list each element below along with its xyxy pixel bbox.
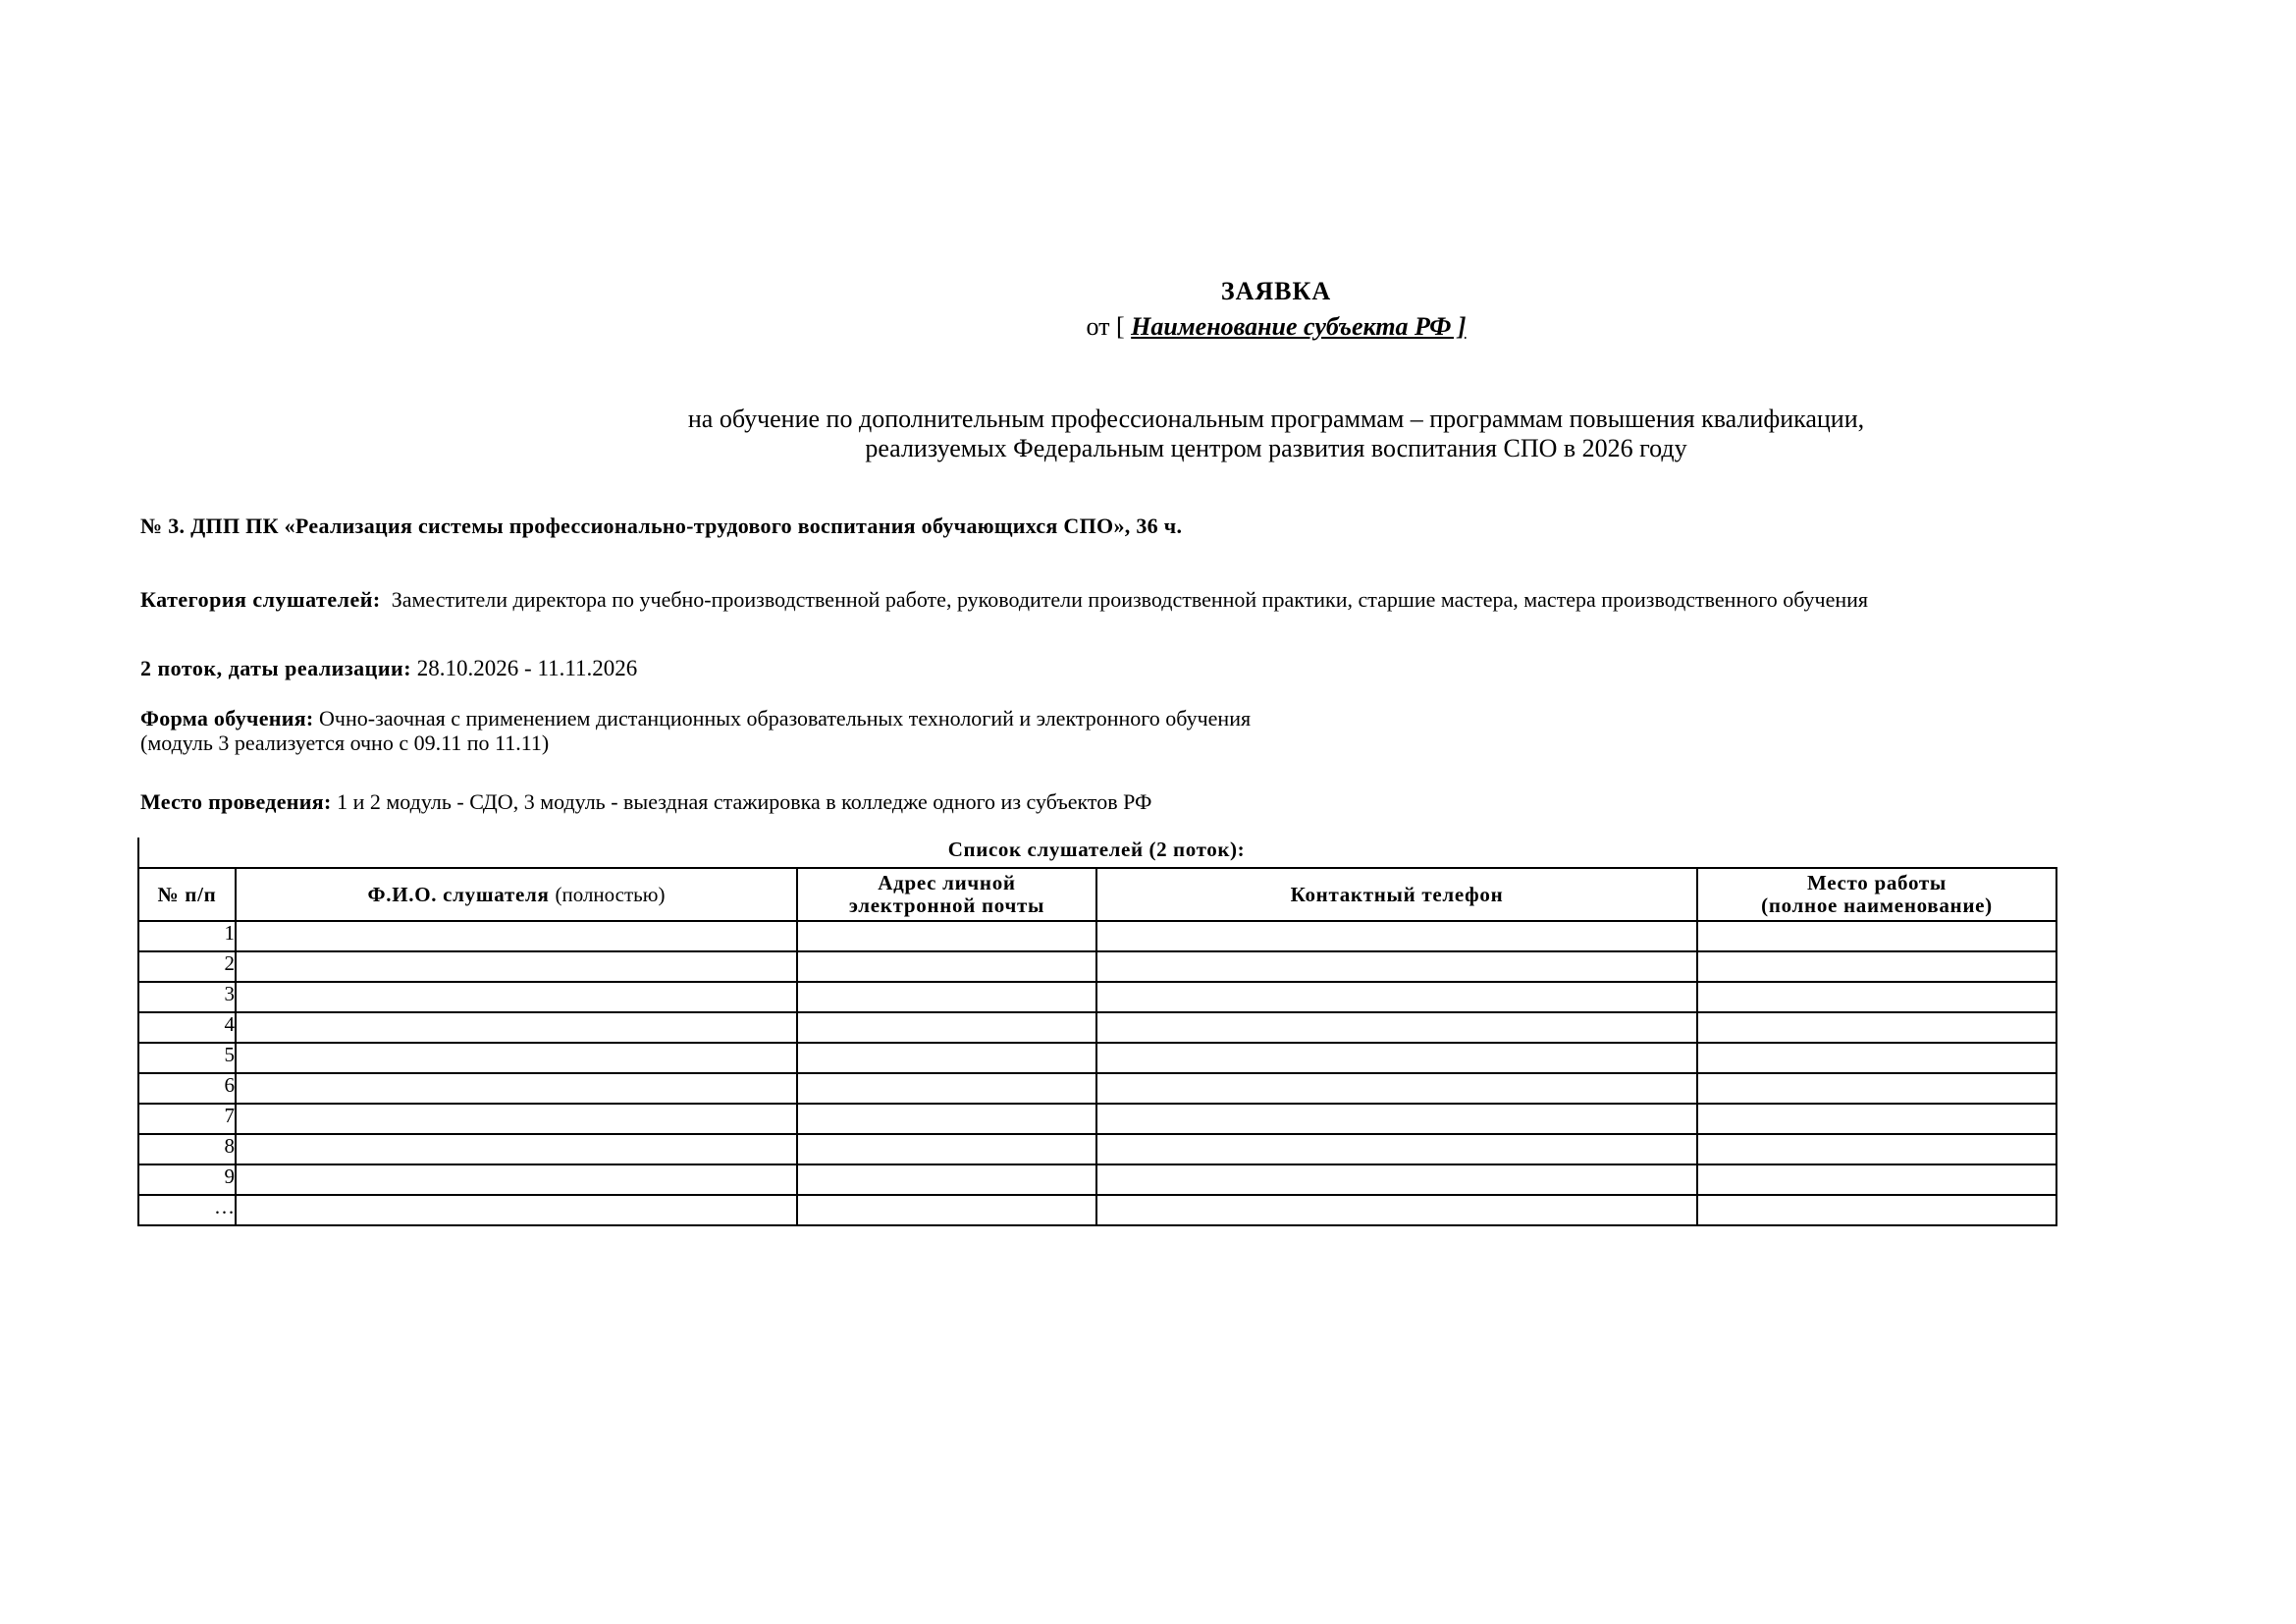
cell-phone[interactable] [1096, 982, 1697, 1012]
cell-work[interactable] [1697, 1195, 2056, 1225]
category-value: Заместители директора по учебно-производственной работе, руководители производственной практики, старшие мастера, мастера производственного обучения [391, 587, 1869, 612]
intro-text [491, 405, 2061, 463]
form-label: Форма обучения: [140, 706, 314, 731]
row-number: 7 [138, 1104, 236, 1134]
cell-name[interactable] [236, 1073, 797, 1104]
cell-work[interactable] [1697, 1073, 2056, 1104]
cell-work[interactable] [1697, 1104, 2056, 1134]
header-name [236, 868, 797, 921]
stream-line [140, 656, 637, 681]
header-email-line-1: Адрес личной [878, 871, 1016, 894]
place-value: 1 и 2 модуль - СДО, 3 модуль - выездная стажировка в колледже одного из субъектов РФ [337, 789, 1152, 814]
row-number: 5 [138, 1043, 236, 1073]
row-number: 6 [138, 1073, 236, 1104]
cell-phone[interactable] [1096, 951, 1697, 982]
cell-email[interactable] [797, 1012, 1096, 1043]
from-prefix: от [ [1086, 312, 1132, 341]
header-work-line-2: (полное наименование) [1761, 893, 1993, 917]
subject-placeholder: Наименование субъекта РФ ] [1131, 312, 1467, 341]
table-row [138, 1073, 2056, 1104]
cell-name[interactable] [236, 1134, 797, 1164]
cell-name[interactable] [236, 951, 797, 982]
cell-work[interactable] [1697, 921, 2056, 951]
participants-table [137, 867, 2057, 1226]
cell-work[interactable] [1697, 951, 2056, 982]
form-line [140, 706, 1251, 731]
stream-label: 2 поток, даты реализации: [140, 656, 412, 680]
cell-email[interactable] [797, 1164, 1096, 1195]
table-row [138, 982, 2056, 1012]
cell-phone[interactable] [1096, 1195, 1697, 1225]
cell-name[interactable] [236, 1104, 797, 1134]
header-email [797, 868, 1096, 921]
cell-work[interactable] [1697, 1012, 2056, 1043]
row-number: 9 [138, 1164, 236, 1195]
table-row [138, 1043, 2056, 1073]
table-row [138, 951, 2056, 982]
cell-email[interactable] [797, 1073, 1096, 1104]
intro-line-2: реализуемых Федеральным центром развития воспитания СПО в 2026 году [865, 434, 1687, 462]
cell-phone[interactable] [1096, 1164, 1697, 1195]
category-label: Категория слушателей: [140, 587, 381, 612]
cell-name[interactable] [236, 982, 797, 1012]
header-name-bold: Ф.И.О. слушателя [367, 882, 550, 906]
header-work [1697, 868, 2056, 921]
cell-name[interactable] [236, 1043, 797, 1073]
header-phone: Контактный телефон [1096, 868, 1697, 921]
stream-dates: 28.10.2026 - 11.11.2026 [416, 656, 638, 680]
cell-name[interactable] [236, 1164, 797, 1195]
place-label: Место проведения: [140, 789, 332, 814]
cell-work[interactable] [1697, 982, 2056, 1012]
cell-name[interactable] [236, 1012, 797, 1043]
cell-phone[interactable] [1096, 1104, 1697, 1134]
cell-work[interactable] [1697, 1043, 2056, 1073]
category-line [140, 587, 2055, 613]
header-num: № п/п [138, 868, 236, 921]
header-email-line-2: электронной почты [848, 893, 1045, 917]
table-row [138, 1164, 2056, 1195]
row-number: 3 [138, 982, 236, 1012]
header-work-line-1: Место работы [1807, 871, 1947, 894]
header-name-note: (полностью) [555, 882, 666, 906]
table-row [138, 1195, 2056, 1225]
program-title: № 3. ДПП ПК «Реализация системы профессионально-трудового воспитания обучающихся СПО», 36 ч. [140, 514, 1183, 538]
place-line [140, 789, 1151, 815]
subject-line [0, 312, 2296, 342]
cell-phone[interactable] [1096, 1134, 1697, 1164]
row-number: 8 [138, 1134, 236, 1164]
intro-line-1: на обучение по дополнительным профессиональным программам – программам повышения квалификации, [687, 405, 1865, 433]
cell-work[interactable] [1697, 1164, 2056, 1195]
cell-phone[interactable] [1096, 1073, 1697, 1104]
row-number: 1 [138, 921, 236, 951]
cell-email[interactable] [797, 1134, 1096, 1164]
cell-email[interactable] [797, 1104, 1096, 1134]
cell-phone[interactable] [1096, 921, 1697, 951]
cell-work[interactable] [1697, 1134, 2056, 1164]
cell-name[interactable] [236, 921, 797, 951]
cell-email[interactable] [797, 951, 1096, 982]
row-number: 2 [138, 951, 236, 982]
cell-phone[interactable] [1096, 1043, 1697, 1073]
table-caption: Список слушателей (2 поток): [947, 838, 1246, 861]
cell-email[interactable] [797, 1043, 1096, 1073]
row-number: 4 [138, 1012, 236, 1043]
cell-email[interactable] [797, 1195, 1096, 1225]
cell-phone[interactable] [1096, 1012, 1697, 1043]
cell-name[interactable] [236, 1195, 797, 1225]
table-row [138, 1104, 2056, 1134]
form-block [140, 706, 1251, 755]
cell-email[interactable] [797, 982, 1096, 1012]
table-row [138, 921, 2056, 951]
table-header-row [138, 868, 2056, 921]
form-value: Очно-заочная с применением дистанционных образовательных технологий и электронного обучения [319, 706, 1252, 731]
table-row [138, 1134, 2056, 1164]
form-note: (модуль 3 реализуется очно с 09.11 по 11.11) [140, 731, 550, 755]
row-number: … [138, 1195, 236, 1225]
cell-email[interactable] [797, 921, 1096, 951]
table-row [138, 1012, 2056, 1043]
document-title: ЗАЯВКА [1220, 277, 1332, 305]
